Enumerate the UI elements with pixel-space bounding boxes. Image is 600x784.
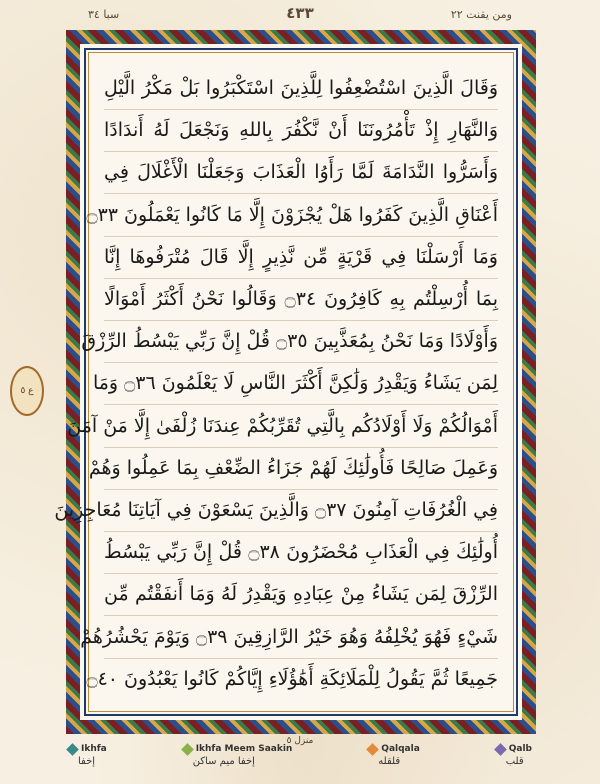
text-line: شَيْءٍ فَهُوَ يُخْلِفُهُ وَهُوَ خَيْرُ الرَّازِقِينَ ۝٣٩ وَيَوْمَ يَحْشُرُهُمْ bbox=[104, 617, 498, 659]
legend-arabic: قلقله bbox=[378, 756, 401, 767]
legend-label: Qalb bbox=[508, 744, 532, 754]
text-line: وَأَسَرُّوا النَّدَامَةَ لَمَّا رَأَوُا الْعَذَابَ وَجَعَلْنَا الْأَغْلَالَ فِي bbox=[104, 152, 498, 194]
text-line: أَعْنَاقِ الَّذِينَ كَفَرُوا هَلْ يُجْزَوْنَ إِلَّا مَا كَانُوا يَعْمَلُونَ ۝٣٣ bbox=[104, 195, 498, 237]
text-line: الرِّزْقَ لِمَن يَشَاءُ مِنْ عِبَادِهِ وَيَقْدِرُ لَهُ وَمَا أَنفَقْتُم مِّن bbox=[104, 574, 498, 616]
text-line: جَمِيعًا ثُمَّ يَقُولُ لِلْمَلَائِكَةِ أَهَٰؤُلَاءِ إِيَّاكُمْ كَانُوا يَعْبُدُونَ ۝٤٠ bbox=[86, 667, 498, 690]
diamond-icon bbox=[366, 743, 379, 756]
legend-item-ikhfa bbox=[68, 744, 107, 767]
text-line: وَأَوْلَادًا وَمَا نَحْنُ بِمُعَذَّبِينَ ۝٣٥ قُلْ إِنَّ رَبِّي يَبْسُطُ الرِّزْقَ bbox=[104, 321, 498, 363]
text-line: فِي الْغُرُفَاتِ آمِنُونَ ۝٣٧ وَالَّذِينَ يَسْعَوْنَ فِي آيَاتِنَا مُعَاجِزِينَ bbox=[104, 490, 498, 532]
legend-label: Qalqala bbox=[381, 744, 420, 754]
text-line: وَالنَّهَارِ إِذْ تَأْمُرُونَنَا أَنْ نَّكْفُرَ بِاللهِ وَنَجْعَلَ لَهُ أَندَادًا bbox=[104, 110, 498, 152]
juz-name-header: ومن يقنت ٢٢ bbox=[450, 8, 512, 21]
text-line: أُولَٰئِكَ فِي الْعَذَابِ مُحْضَرُونَ ۝٣٨ قُلْ إِنَّ رَبِّي يَبْسُطُ bbox=[104, 532, 498, 574]
diamond-icon bbox=[66, 743, 79, 756]
ornamental-frame bbox=[54, 30, 536, 734]
legend-arabic: إخفا bbox=[78, 756, 96, 767]
legend-label: Ikhfa Meem Saakin bbox=[195, 744, 293, 754]
text-line: بِمَا أُرْسِلْتُم بِهِ كَافِرُونَ ۝٣٤ وَقَالُوا نَحْنُ أَكْثَرُ أَمْوَالًا bbox=[104, 279, 498, 321]
text-line: وَمَا أَرْسَلْنَا فِي قَرْيَةٍ مِّن نَّذِيرٍ إِلَّا قَالَ مُتْرَفُوهَا إِنَّا bbox=[104, 237, 498, 279]
tajweed-legend bbox=[68, 744, 532, 780]
text-line: وَقَالَ الَّذِينَ اسْتُضْعِفُوا لِلَّذِينَ اسْتَكْبَرُوا بَلْ مَكْرُ الَّيْلِ bbox=[104, 68, 498, 110]
diamond-icon bbox=[494, 743, 507, 756]
surah-name-header: سبا ٣٤ bbox=[88, 8, 120, 21]
text-line: لِمَن يَشَاءُ وَيَقْدِرُ وَلَٰكِنَّ أَكْثَرَ النَّاسِ لَا يَعْلَمُونَ ۝٣٦ وَمَا bbox=[104, 363, 498, 405]
page-number: ٤٣٣ bbox=[286, 4, 314, 22]
ruku-marker: ع ٥ bbox=[10, 366, 44, 416]
text-line: أَمْوَالُكُمْ وَلَا أَوْلَادُكُم بِالَّتِي تُقَرِّبُكُمْ عِندَنَا زُلْفَىٰ إِلَّا مَنْ آمَنَ bbox=[104, 406, 498, 448]
legend-item-qalqala bbox=[368, 744, 419, 767]
manzil-label: منزل ٥ bbox=[286, 736, 314, 746]
diamond-icon bbox=[181, 743, 194, 756]
legend-arabic: إخفا ميم ساكن bbox=[192, 756, 255, 767]
text-line: وَعَمِلَ صَالِحًا فَأُولَٰئِكَ لَهُمْ جَزَاءُ الضِّعْفِ بِمَا عَمِلُوا وَهُمْ bbox=[104, 448, 498, 490]
legend-item-qalb bbox=[496, 744, 532, 767]
quran-text-block bbox=[54, 68, 498, 700]
legend-arabic: قلب bbox=[505, 756, 524, 767]
legend-label: Ikhfa bbox=[81, 744, 107, 754]
legend-item-ikhfa-meem-saakin bbox=[183, 744, 293, 767]
